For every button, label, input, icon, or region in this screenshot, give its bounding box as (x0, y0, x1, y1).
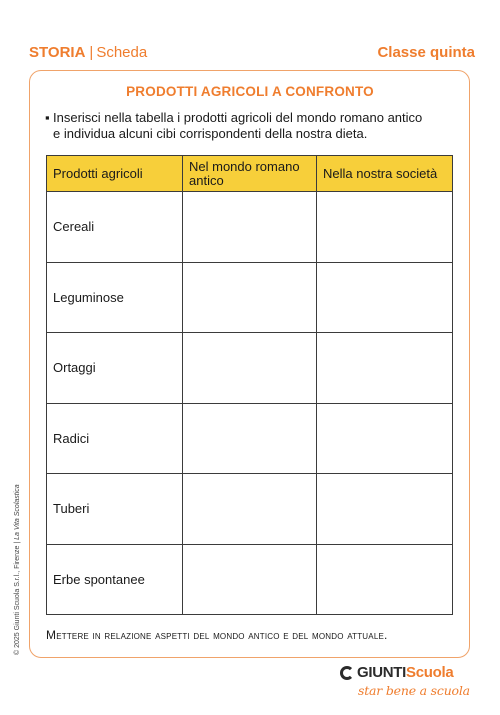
table-row (47, 262, 453, 333)
table-row (47, 544, 453, 615)
answer-cell[interactable] (317, 474, 453, 545)
copyright-text: © 2025 Giunti Scuola S.r.l., Firenze | (14, 539, 21, 655)
comparison-table (46, 155, 453, 615)
publisher-logo (340, 664, 475, 704)
logo-tagline: star bene a scuola (358, 683, 470, 698)
sheet-kind: Scheda (96, 44, 148, 61)
instruction-line-1: Inserisci nella tabella i prodotti agricoli del mondo romano antico (53, 110, 423, 125)
giunti-g-icon (340, 666, 354, 680)
worksheet-title: PRODOTTI AGRICOLI A CONFRONTO (126, 84, 374, 99)
row-label: Tuberi (47, 474, 183, 545)
answer-cell[interactable] (183, 333, 317, 404)
header-separator: | (89, 44, 94, 61)
column-header-our-society: Nella nostra società (317, 156, 453, 192)
publication-name: La Vita Scolastica (14, 484, 21, 540)
logo-brand-part1: GIUNTI (357, 664, 407, 681)
bullet-icon: ▪ (45, 110, 50, 125)
instruction (45, 110, 453, 142)
answer-cell[interactable] (183, 403, 317, 474)
answer-cell[interactable] (183, 544, 317, 615)
page-header (29, 42, 475, 68)
row-label: Leguminose (47, 262, 183, 333)
row-label: Ortaggi (47, 333, 183, 404)
copyright-notice (14, 484, 21, 655)
answer-cell[interactable] (183, 474, 317, 545)
table-row (47, 192, 453, 263)
answer-cell[interactable] (317, 544, 453, 615)
table-header-row (47, 156, 453, 192)
table-row (47, 333, 453, 404)
table-row (47, 474, 453, 545)
subject-label (29, 44, 147, 61)
answer-cell[interactable] (183, 262, 317, 333)
table-row (47, 403, 453, 474)
answer-cell[interactable] (317, 262, 453, 333)
learning-goal-note: Mettere in relazione aspetti del mondo antico e del mondo attuale. (46, 628, 388, 642)
column-header-ancient-rome: Nel mondo romano antico (183, 156, 317, 192)
answer-cell[interactable] (317, 333, 453, 404)
grade-label: Classe quinta (377, 44, 475, 61)
answer-cell[interactable] (183, 192, 317, 263)
row-label: Erbe spontanee (47, 544, 183, 615)
row-label: Radici (47, 403, 183, 474)
column-header-products: Prodotti agricoli (47, 156, 183, 192)
answer-cell[interactable] (317, 192, 453, 263)
logo-brand-part2: Scuola (406, 664, 454, 681)
answer-cell[interactable] (317, 403, 453, 474)
row-label: Cereali (47, 192, 183, 263)
instruction-line-2: e individua alcuni cibi corrispondenti della nostra dieta. (53, 126, 368, 141)
subject-text: STORIA (29, 44, 86, 61)
